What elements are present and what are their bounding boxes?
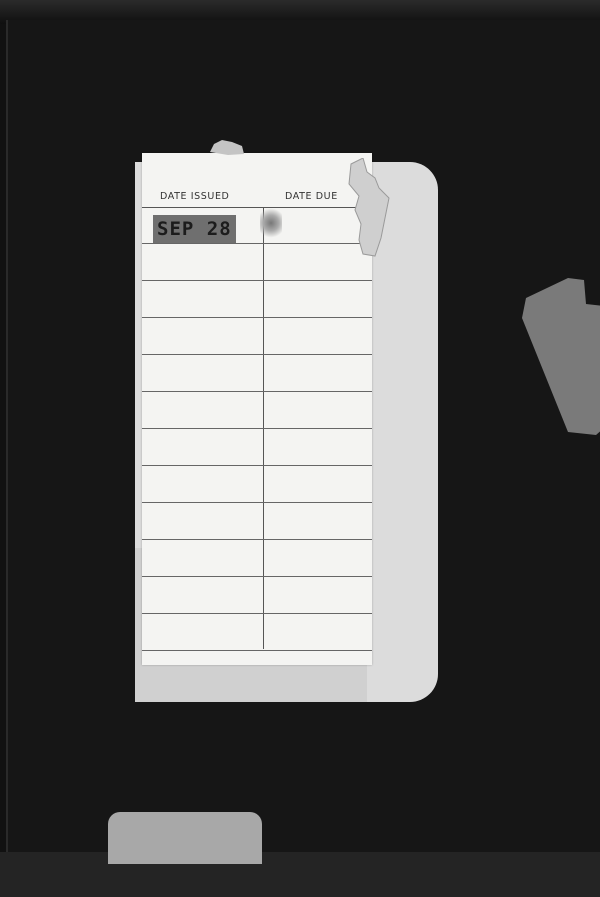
card-row-rule — [142, 354, 372, 355]
card-row-rule — [142, 243, 372, 244]
card-row-rule — [142, 280, 372, 281]
glue-residue — [208, 138, 246, 156]
card-row-rule — [142, 317, 372, 318]
date-stamp: SEP 28 — [153, 215, 236, 243]
header-rule — [142, 207, 372, 208]
card-row-rule — [142, 576, 372, 577]
card-headers — [142, 191, 372, 205]
index-tab-right — [520, 278, 600, 435]
card-row-rule — [142, 391, 372, 392]
header-date-issued: DATE ISSUED — [160, 191, 230, 202]
bottom-edge — [0, 852, 600, 897]
card-row-rule — [142, 428, 372, 429]
stamp-smudge — [260, 207, 282, 239]
torn-tape-piece — [345, 158, 391, 258]
card-row-rule — [142, 650, 372, 651]
date-due-card — [142, 153, 372, 665]
card-row-rule — [142, 539, 372, 540]
header-date-due: DATE DUE — [285, 191, 338, 202]
card-row-rule — [142, 502, 372, 503]
card-row-rule — [142, 465, 372, 466]
index-tab-bottom — [108, 812, 262, 864]
card-row-rule — [142, 613, 372, 614]
